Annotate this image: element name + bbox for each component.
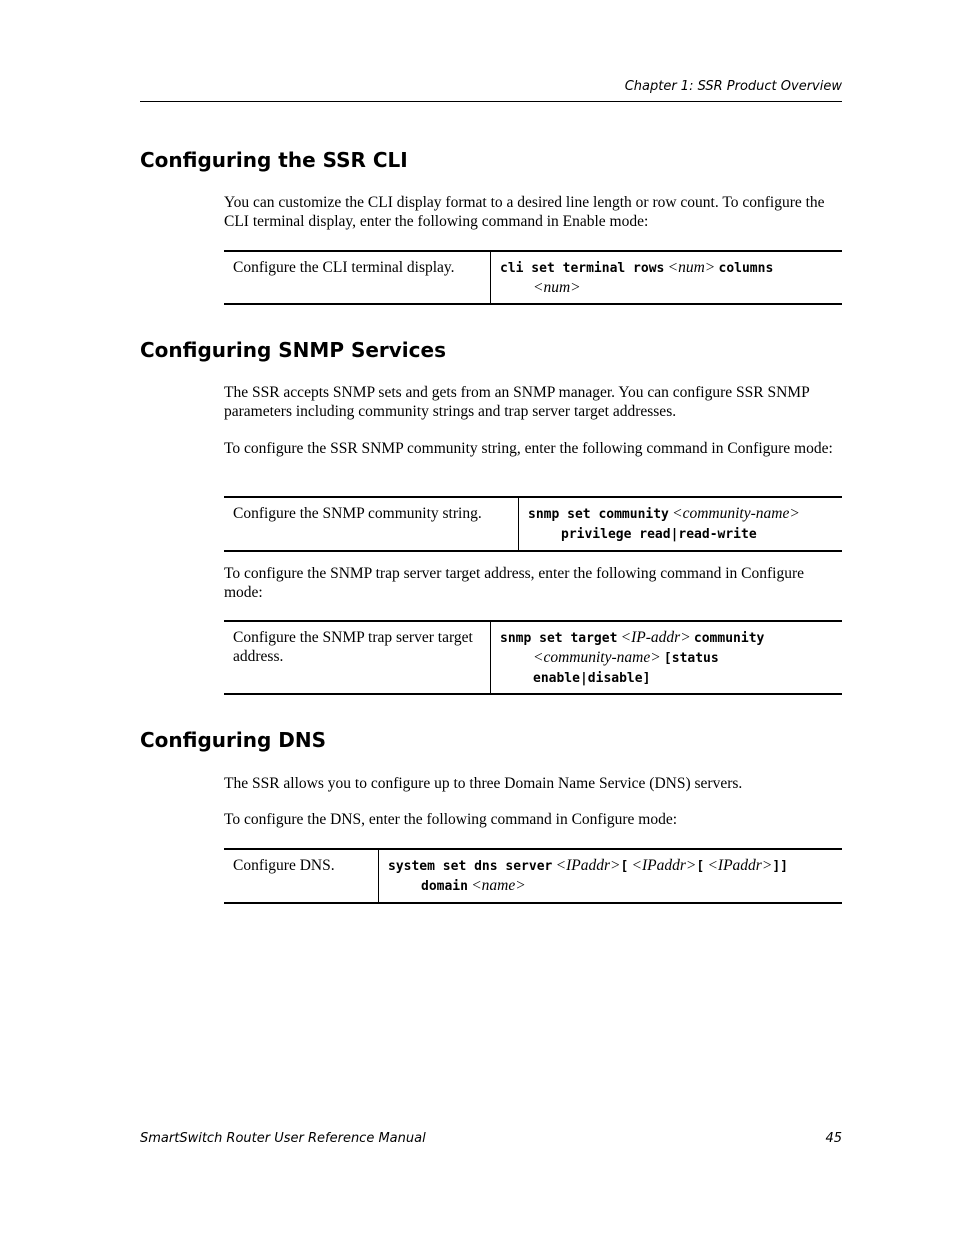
footer-manual-title: SmartSwitch Router User Reference Manual xyxy=(140,1131,426,1146)
cmd-variable: <IPaddr> xyxy=(631,857,697,874)
table-description: Configure the SNMP trap server target address. xyxy=(224,622,491,693)
running-header xyxy=(140,79,842,102)
heading-dns: Configuring DNS xyxy=(140,728,327,752)
paragraph-snmp-intro: The SSR accepts SNMP sets and gets from an SNMP manager. You can configure SSR SNMP parameters including community strings and trap server target addresses. xyxy=(224,384,810,420)
cmd-keyword: privilege read|read-write xyxy=(561,527,757,542)
command-table-snmp-target xyxy=(224,620,842,695)
table-description: Configure DNS. xyxy=(224,850,379,902)
cmd-keyword: system set dns server xyxy=(388,859,553,874)
cmd-keyword: enable|disable] xyxy=(533,671,651,686)
cmd-keyword: ]] xyxy=(772,859,788,874)
cmd-keyword: cli set terminal rows xyxy=(500,261,665,276)
table-command xyxy=(491,622,842,693)
cmd-variable: <IPaddr> xyxy=(707,857,773,874)
cmd-keyword: columns xyxy=(718,261,774,276)
table-command xyxy=(491,252,842,303)
paragraph-dns-configure: To configure the DNS, enter the following command in Configure mode: xyxy=(224,811,678,828)
command-table-cli xyxy=(224,250,842,305)
cmd-keyword: [status xyxy=(663,651,719,666)
cmd-variable: <IP-addr> xyxy=(620,629,691,646)
cmd-variable: <community-name> xyxy=(672,505,800,522)
cmd-keyword: snmp set target xyxy=(500,631,618,646)
table-description: Configure the CLI terminal display. xyxy=(224,252,491,303)
table-description: Configure the SNMP community string. xyxy=(224,498,519,550)
cmd-keyword: domain xyxy=(421,879,468,894)
table-command xyxy=(519,498,842,550)
command-table-snmp-community xyxy=(224,496,842,552)
paragraph-dns-intro: The SSR allows you to configure up to three Domain Name Service (DNS) servers. xyxy=(224,775,743,792)
cmd-keyword: [ xyxy=(620,859,629,874)
cmd-variable: <num> xyxy=(533,279,581,296)
cmd-variable: <IPaddr> xyxy=(555,857,621,874)
heading-ssr-cli: Configuring the SSR CLI xyxy=(140,148,408,172)
cmd-variable: <num> xyxy=(667,259,716,276)
table-command xyxy=(379,850,842,902)
cmd-keyword: snmp set community xyxy=(528,507,669,522)
footer-page-number: 45 xyxy=(825,1131,842,1146)
command-table-dns xyxy=(224,848,842,904)
paragraph-cli-intro: You can customize the CLI display format to a desired line length or row count. To configure the CLI terminal display, enter the following command in Enable mode: xyxy=(224,194,825,230)
cmd-variable: <name> xyxy=(471,877,526,894)
cmd-keyword: [ xyxy=(696,859,705,874)
paragraph-snmp-community: To configure the SSR SNMP community string, enter the following command in Configure mode: xyxy=(224,440,833,457)
heading-snmp-services: Configuring SNMP Services xyxy=(140,338,446,362)
cmd-keyword: community xyxy=(693,631,765,646)
chapter-title: Chapter 1: SSR Product Overview xyxy=(624,79,842,94)
paragraph-snmp-target: To configure the SNMP trap server target address, enter the following command in Configure mode: xyxy=(224,565,805,601)
cmd-variable: <community-name> xyxy=(533,649,661,666)
